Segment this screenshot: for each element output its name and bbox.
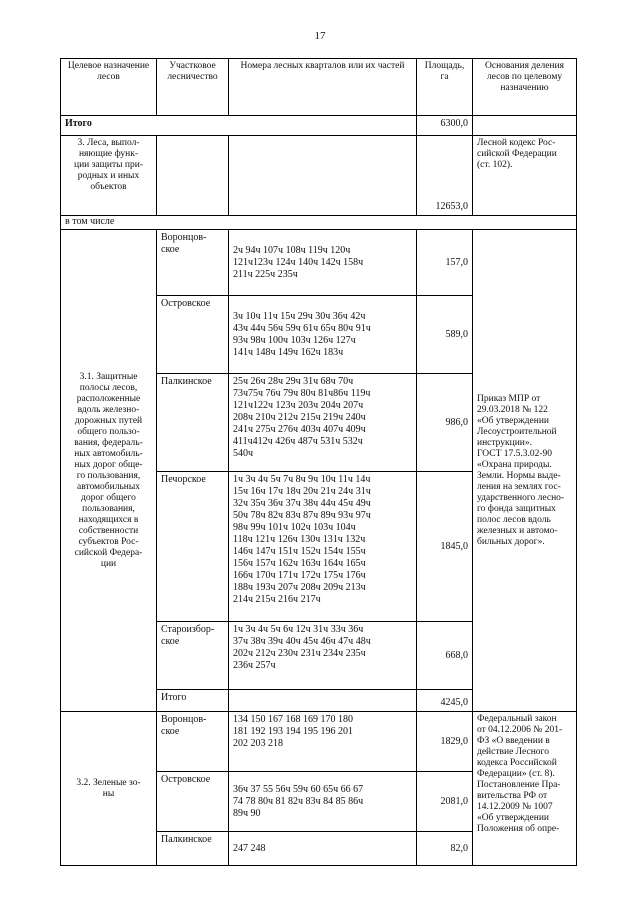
total-label: Итого bbox=[61, 116, 417, 136]
forestry-name: Воронцов- ское bbox=[157, 230, 229, 296]
quarter-numbers: 25ч 26ч 28ч 29ч 31ч 68ч 70ч 73ч75ч 76ч 79ч 80ч 81ч86ч 119ч 121ч122ч 123ч 203ч 204ч 207ч 208ч 210ч 212ч 215ч 219ч 240ч 241ч 275ч 276ч 403ч 407ч 409ч 411ч412ч 426ч 487ч 531ч 532ч 540ч bbox=[229, 374, 417, 472]
forestry-name: Староизбор- ское bbox=[157, 622, 229, 690]
header-purpose: Целевое назначение лесов bbox=[61, 59, 157, 116]
section31-total-quarters-empty bbox=[229, 690, 417, 712]
quarter-numbers: 1ч 3ч 4ч 5ч 7ч 8ч 9ч 10ч 11ч 14ч 15ч 16ч 17ч 18ч 20ч 21ч 24ч 31ч 32ч 35ч 36ч 37ч 38ч 44ч 45ч 49ч 50ч 78ч 82ч 83ч 87ч 89ч 93ч 97ч 98ч 99ч 101ч 102ч 103ч 104ч 118ч 121ч 126ч 130ч 131ч 132ч 146ч 147ч 151ч 152ч 154ч 155ч 156ч 157ч 162ч 163ч 164ч 165ч 166ч 170ч 171ч 172ч 175ч 176ч 188ч 193ч 207ч 208ч 209ч 213ч 214ч 215ч 216ч 217ч bbox=[229, 472, 417, 622]
header-basis: Основания деления лесов по целевому назначению bbox=[473, 59, 577, 116]
quarter-numbers: 134 150 167 168 169 170 180 181 192 193 194 195 196 201 202 203 218 bbox=[229, 712, 417, 772]
quarter-numbers: 3ч 10ч 11ч 15ч 29ч 30ч 36ч 42ч 43ч 44ч 56ч 59ч 61ч 65ч 80ч 91ч 93ч 98ч 100ч 103ч 126ч 127ч 141ч 148ч 149ч 162ч 183ч bbox=[229, 296, 417, 374]
section31-total-label: Итого bbox=[157, 690, 229, 712]
area-value: 157,0 bbox=[417, 230, 473, 296]
area-value: 1829,0 bbox=[417, 712, 473, 772]
header-area: Площадь, га bbox=[417, 59, 473, 116]
including-row bbox=[61, 216, 577, 230]
section3-purpose: 3. Леса, выпол- няющие функ- ции защиты при- родных и иных объектов bbox=[61, 136, 157, 216]
quarter-numbers: 247 248 bbox=[229, 832, 417, 866]
quarter-numbers: 1ч 3ч 4ч 5ч 6ч 12ч 31ч 33ч 36ч 37ч 38ч 39ч 40ч 45ч 46ч 47ч 48ч 202ч 212ч 230ч 231ч 234ч 235ч 236ч 257ч bbox=[229, 622, 417, 690]
header-forestry: Участковое лесничество bbox=[157, 59, 229, 116]
section31-basis: Приказ МПР от 29.03.2018 № 122 «Об утверждении Лесоустроительной инструкции». ГОСТ 17.5.3.02-90 «Охрана природы. Земли. Нормы выде- ления на землях гос- ударственного лесно- го фонда защитных полос лесов вдоль железных и автомо- бильных дорог». bbox=[473, 230, 577, 712]
quarter-numbers: 36ч 37 55 56ч 59ч 60 65ч 66 67 74 78 80ч 81 82ч 83ч 84 85 86ч 89ч 90 bbox=[229, 772, 417, 832]
header-quarters: Номера лесных кварталов или их частей bbox=[229, 59, 417, 116]
area-value: 82,0 bbox=[417, 832, 473, 866]
quarter-numbers: 2ч 94ч 107ч 108ч 119ч 120ч 121ч123ч 124ч 140ч 142ч 158ч 211ч 225ч 235ч bbox=[229, 230, 417, 296]
forestry-name: Островское bbox=[157, 296, 229, 374]
section3-row bbox=[61, 136, 577, 216]
forest-purpose-table bbox=[60, 58, 577, 866]
page-number: 17 bbox=[314, 30, 326, 42]
forestry-name: Палкинское bbox=[157, 832, 229, 866]
section32-basis: Федеральный закон от 04.12.2006 № 201- ФЗ «О введении в действие Лесного кодекса Российской Федерации» (ст. 8). Постановление Пра- вительства РФ от 14.12.2009 № 1007 «Об утверждении Положения об опре- bbox=[473, 712, 577, 866]
section3-area: 12653,0 bbox=[417, 136, 473, 216]
header-row bbox=[61, 59, 577, 116]
section31-purpose: 3.1. Защитные полосы лесов, расположенные вдоль железно- дорожных путей общего пользо- вания, федераль- ных автомобиль- ных дорог обще- го пользования, автомобильных дорог общего пользования, находящихся в собственности субъектов Рос- сийской Федера- ции bbox=[61, 230, 157, 712]
section3-basis: Лесной кодекс Рос- сийской Федерации (ст. 102). bbox=[473, 136, 577, 216]
forestry-name: Палкинское bbox=[157, 374, 229, 472]
including-label: в том числе bbox=[61, 216, 577, 230]
area-value: 986,0 bbox=[417, 374, 473, 472]
area-value: 589,0 bbox=[417, 296, 473, 374]
forestry-name: Островское bbox=[157, 772, 229, 832]
section31-row-voroncovskoe bbox=[61, 230, 577, 296]
section32-purpose: 3.2. Зеленые зо- ны bbox=[61, 712, 157, 866]
area-value: 1845,0 bbox=[417, 472, 473, 622]
section3-forestry-empty bbox=[157, 136, 229, 216]
area-value: 2081,0 bbox=[417, 772, 473, 832]
section31-total-area: 4245,0 bbox=[417, 690, 473, 712]
area-value: 668,0 bbox=[417, 622, 473, 690]
total-row bbox=[61, 116, 577, 136]
forestry-name: Воронцов- ское bbox=[157, 712, 229, 772]
section3-quarters-empty bbox=[229, 136, 417, 216]
forestry-name: Печорское bbox=[157, 472, 229, 622]
total-area: 6300,0 bbox=[417, 116, 473, 136]
section32-row-voroncovskoe bbox=[61, 712, 577, 772]
total-basis-empty bbox=[473, 116, 577, 136]
